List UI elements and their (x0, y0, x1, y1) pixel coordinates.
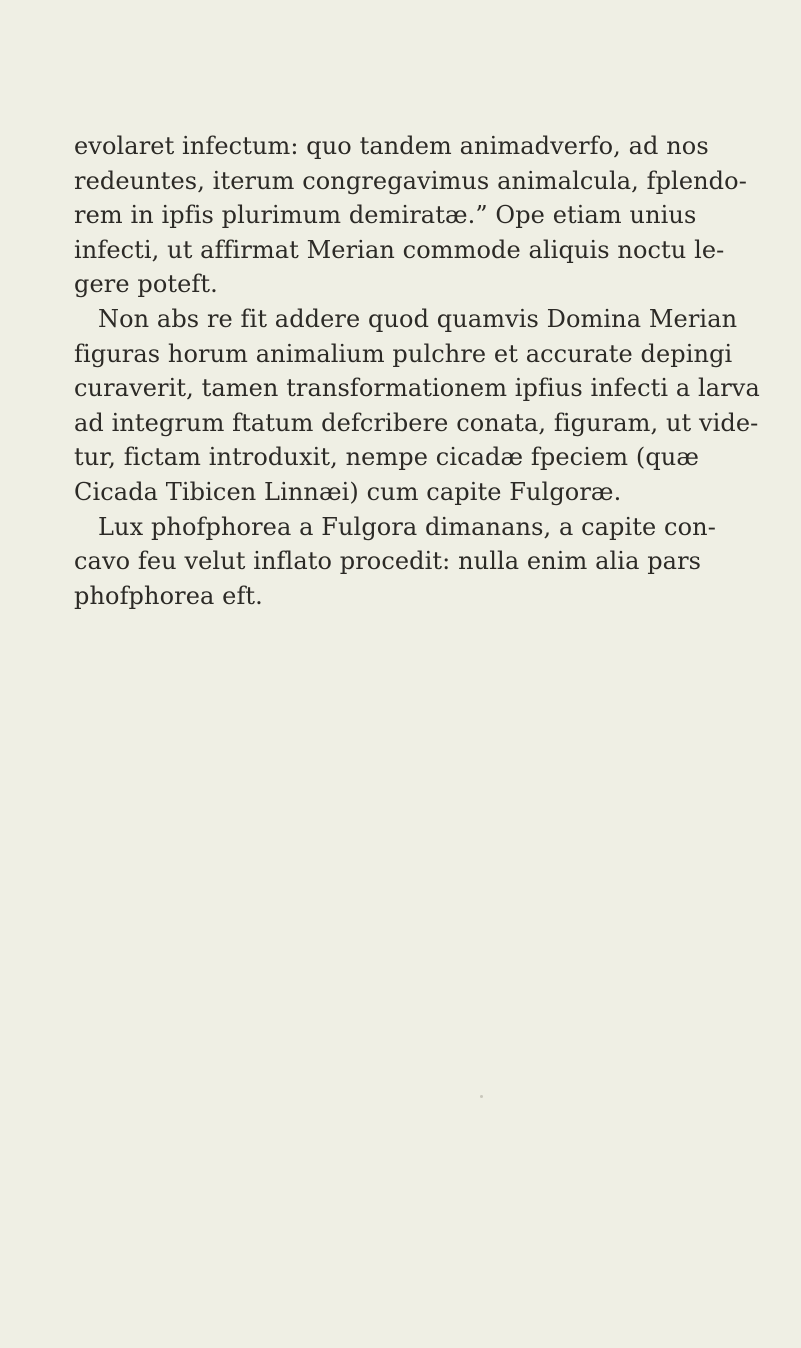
text-line: redeuntes, iterum congregavimus animalcula, fplendo- (74, 166, 747, 195)
text-line: evolaret infectum: quo tandem animadverfo, ad nos (74, 132, 709, 160)
text-line: rem in ipfis plurimum demiratæ.” Ope etiam unius (74, 201, 697, 230)
text-line: curaverit, tamen transformationem ipfius infecti a larva (74, 374, 760, 403)
paper-speck (480, 1095, 483, 1098)
text-line: tur, fictam introduxit, nempe cicadæ fpeciem (quæ (74, 443, 699, 472)
text-line: infecti, ut affirmat Merian commode aliquis noctu le- (74, 235, 725, 264)
text-line: Lux phofphorea a Fulgora dimanans, a capite con- (98, 512, 716, 541)
text-line: figuras horum animalium pulchre et accurate depingi (74, 339, 733, 368)
page-text (74, 129, 760, 613)
text-line: gere poteft. (74, 270, 218, 299)
text-line: Cicada Tibicen Linnæi) cum capite Fulgoræ. (74, 477, 622, 506)
text-line: ad integrum ftatum defcribere conata, figuram, ut vide- (74, 408, 759, 437)
text-line: cavo feu velut inflato procedit: nulla enim alia pars (74, 547, 702, 576)
text-line: phofphorea eft. (74, 581, 263, 610)
text-line: Non abs re fit addere quod quamvis Domina Merian (98, 304, 738, 333)
